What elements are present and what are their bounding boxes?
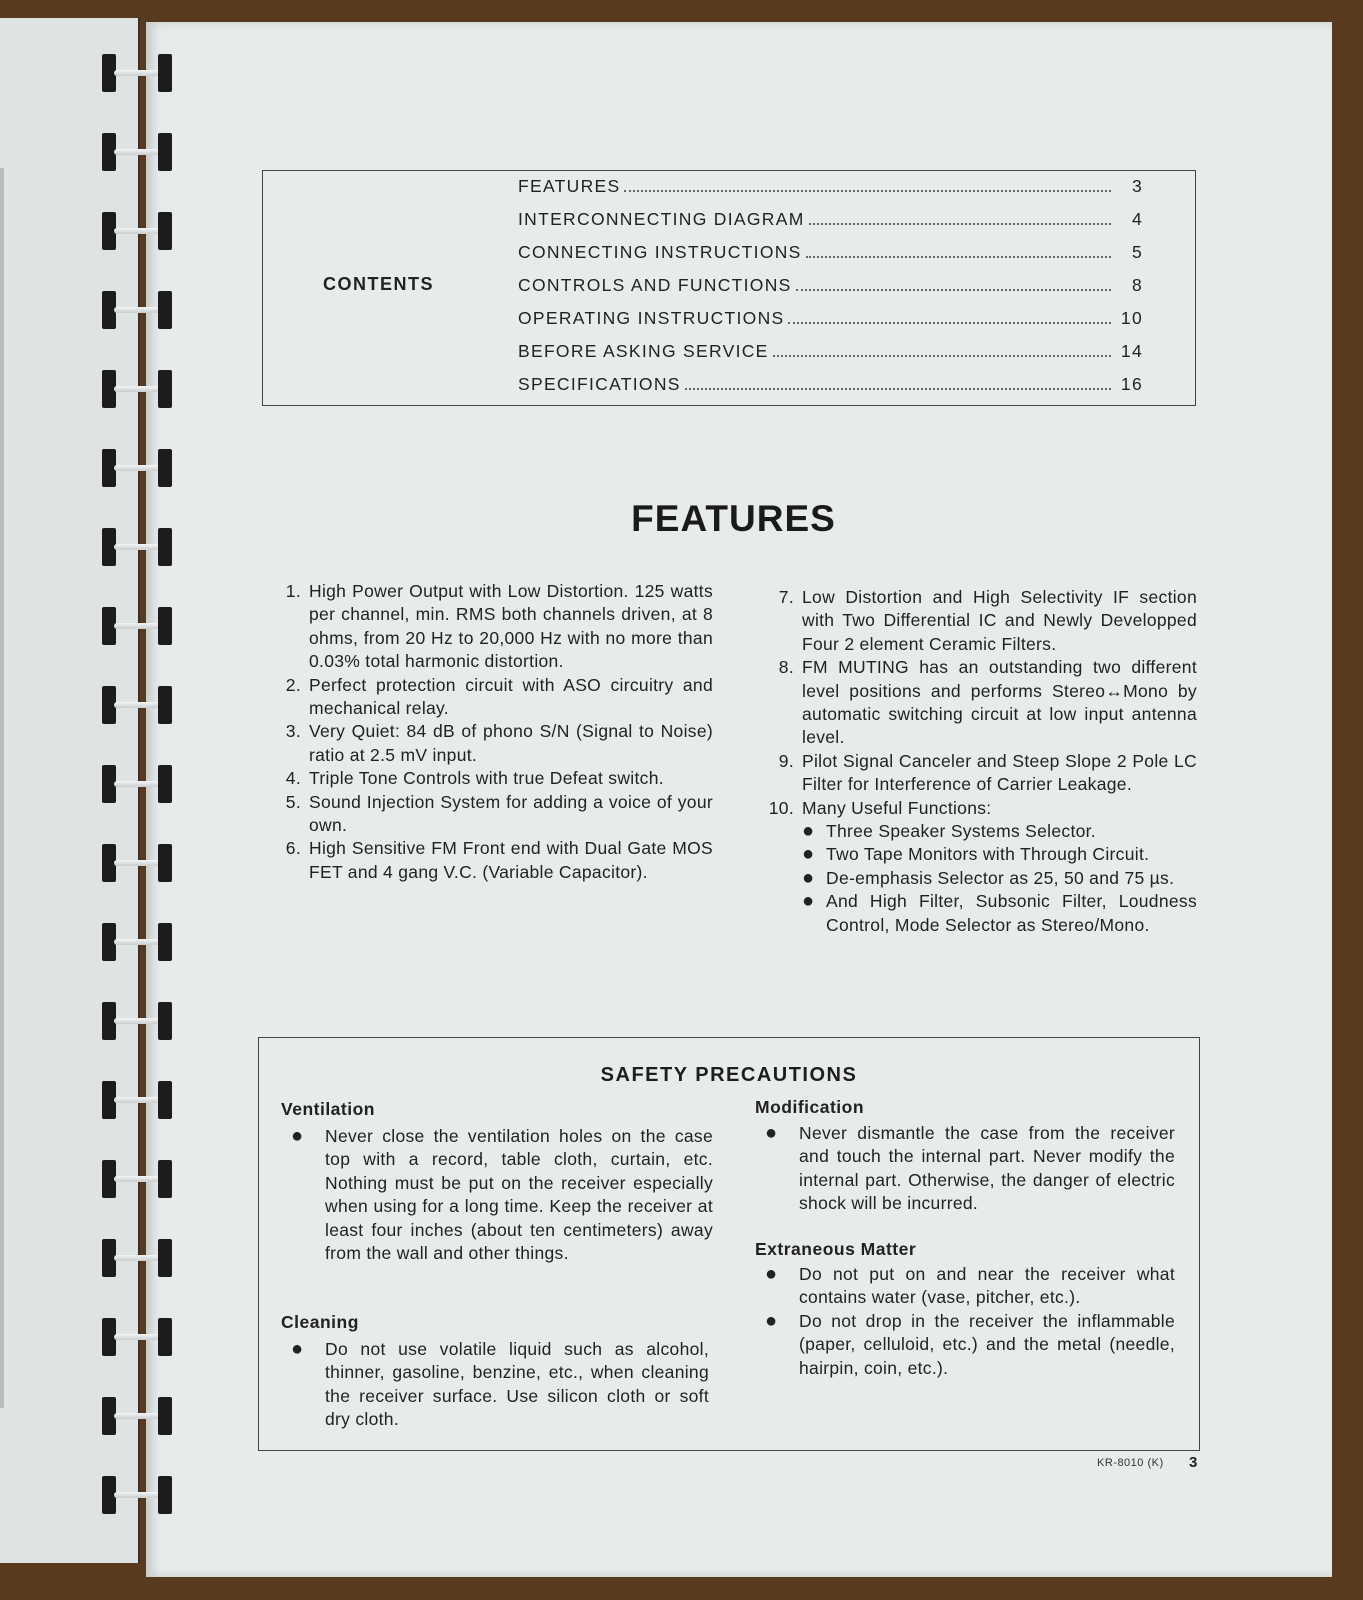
extraneous-text: Do not put on and near the receiver what contains water (vase, pitcher, etc.). bbox=[799, 1264, 1175, 1308]
feature-item bbox=[757, 656, 1197, 750]
feature-number: 7. bbox=[778, 587, 794, 607]
bullet-icon: ● bbox=[802, 866, 815, 889]
feature-item bbox=[757, 797, 1197, 820]
page-number: 3 bbox=[1189, 1454, 1198, 1471]
extraneous-item bbox=[755, 1263, 1175, 1310]
feature-text: High Power Output with Low Distortion. 125 watts per channel, min. RMS both channels driven, at 8 ohms, from 20 Hz to 20,000 Hz with no more than 0.03% total harmonic distortion. bbox=[309, 581, 713, 672]
cleaning-text: Do not use volatile liquid such as alcohol, thinner, gasoline, benzine, etc., when cleaning the receiver surface. Use silicon cloth or soft dry cloth. bbox=[325, 1339, 709, 1430]
binding-ring bbox=[96, 1156, 186, 1202]
feature-item bbox=[276, 767, 713, 790]
contents-label: CONTENTS bbox=[323, 274, 434, 294]
toc-entry bbox=[518, 305, 1143, 329]
features-list-left bbox=[276, 580, 713, 884]
binding-ring bbox=[96, 919, 186, 965]
toc-page: 4 bbox=[1131, 209, 1143, 229]
binding-ring bbox=[96, 998, 186, 1044]
feature-number: 8. bbox=[778, 657, 794, 678]
toc-leader bbox=[773, 354, 1111, 357]
toc-title: FEATURES bbox=[518, 176, 621, 196]
toc-title: INTERCONNECTING DIAGRAM bbox=[518, 209, 805, 229]
modification-text: Never dismantle the case from the receiver and touch the internal part. Never modify the internal part. Otherwise, the danger of electric shock will be incurred. bbox=[799, 1123, 1175, 1214]
toc-entry bbox=[518, 338, 1143, 362]
toc-leader bbox=[806, 255, 1111, 258]
binding-ring bbox=[96, 50, 186, 96]
feature-number: 1. bbox=[285, 581, 301, 601]
bullet-icon: ● bbox=[802, 890, 815, 913]
toc-page: 14 bbox=[1120, 341, 1143, 361]
feature-text: FM MUTING has an outstanding two different level positions and performs Stereo↔Mono by automatic switching circuit at low input antenna level. bbox=[802, 657, 1197, 748]
toc-page: 3 bbox=[1131, 176, 1143, 196]
feature-number: 5. bbox=[285, 791, 301, 812]
function-item bbox=[802, 867, 1197, 890]
function-item bbox=[802, 843, 1197, 866]
feature-number: 9. bbox=[778, 750, 794, 771]
bullet-icon: ● bbox=[802, 843, 815, 866]
function-text: Two Tape Monitors with Through Circuit. bbox=[826, 844, 1150, 865]
modification-heading: Modification bbox=[755, 1097, 865, 1117]
binding-ring bbox=[96, 840, 186, 886]
cleaning-heading: Cleaning bbox=[281, 1312, 359, 1332]
safety-precautions-box bbox=[258, 1037, 1200, 1451]
binding-ring bbox=[96, 761, 186, 807]
feature-number: 10. bbox=[768, 797, 794, 818]
feature-text: Pilot Signal Canceler and Steep Slope 2 Pole LC Filter for Interference of Carrier Leakage. bbox=[802, 750, 1197, 795]
feature-text: Low Distortion and High Selectivity IF section with Two Differential IC and Newly Developped Four 2 element Ceramic Filters. bbox=[802, 587, 1197, 654]
extraneous-text: Do not drop in the receiver the inflammable (paper, celluloid, etc.) and the metal (needle, hairpin, coin, etc.). bbox=[799, 1311, 1175, 1378]
binding-ring bbox=[96, 445, 186, 491]
feature-text: Very Quiet: 84 dB of phono S/N (Signal to Noise) ratio at 2.5 mV input. bbox=[309, 721, 713, 765]
binding-ring bbox=[96, 1314, 186, 1360]
feature-item bbox=[276, 837, 713, 884]
ventilation-heading: Ventilation bbox=[281, 1099, 375, 1119]
bullet-icon: ● bbox=[291, 1125, 304, 1147]
ventilation-item bbox=[281, 1125, 713, 1265]
toc-title: CONTROLS AND FUNCTIONS bbox=[518, 275, 792, 295]
toc-page: 16 bbox=[1120, 374, 1143, 394]
toc-page: 5 bbox=[1131, 242, 1143, 262]
toc-leader bbox=[809, 222, 1111, 225]
bullet-icon: ● bbox=[802, 820, 815, 843]
binding-ring bbox=[96, 208, 186, 254]
toc-leader bbox=[624, 189, 1111, 192]
toc-page: 10 bbox=[1120, 308, 1143, 328]
toc-entry bbox=[518, 206, 1143, 230]
contents-box bbox=[262, 170, 1196, 406]
binding-ring bbox=[96, 366, 186, 412]
bullet-icon: ● bbox=[765, 1310, 778, 1332]
features-list-right bbox=[757, 586, 1197, 937]
toc-title: CONNECTING INSTRUCTIONS bbox=[518, 242, 802, 262]
feature-item bbox=[276, 580, 713, 674]
feature-text: Perfect protection circuit with ASO circuitry and mechanical relay. bbox=[309, 674, 713, 719]
feature-item bbox=[276, 674, 713, 721]
toc-entry bbox=[518, 173, 1143, 197]
feature-item bbox=[757, 750, 1197, 797]
feature-text: Triple Tone Controls with true Defeat switch. bbox=[309, 768, 664, 789]
function-text: And High Filter, Subsonic Filter, Loudness Control, Mode Selector as Stereo/Mono. bbox=[826, 891, 1197, 935]
feature-text: Many Useful Functions: bbox=[802, 797, 992, 818]
function-text: Three Speaker Systems Selector. bbox=[826, 821, 1096, 842]
feature-number: 6. bbox=[285, 838, 301, 859]
toc-title: BEFORE ASKING SERVICE bbox=[518, 341, 769, 361]
binding-ring bbox=[96, 682, 186, 728]
feature-text: High Sensitive FM Front end with Dual Gate MOS FET and 4 gang V.C. (Variable Capacitor). bbox=[309, 838, 713, 882]
toc-entry bbox=[518, 371, 1143, 395]
safety-title: SAFETY PRECAUTIONS bbox=[600, 1064, 858, 1086]
feature-item bbox=[276, 720, 713, 767]
binding-ring bbox=[96, 1077, 186, 1123]
cleaning-item bbox=[281, 1338, 709, 1432]
left-page-edge bbox=[0, 168, 4, 1408]
toc-page: 8 bbox=[1131, 275, 1143, 295]
toc-leader bbox=[685, 387, 1111, 390]
bullet-icon: ● bbox=[765, 1263, 778, 1285]
binding-ring bbox=[96, 129, 186, 175]
bullet-icon: ● bbox=[765, 1122, 778, 1144]
feature-number: 3. bbox=[285, 721, 301, 742]
toc-title: SPECIFICATIONS bbox=[518, 374, 681, 394]
feature-item bbox=[757, 586, 1197, 656]
function-item bbox=[802, 890, 1197, 937]
binding-ring bbox=[96, 603, 186, 649]
toc-entry bbox=[518, 272, 1143, 296]
binding-ring bbox=[96, 1472, 186, 1518]
feature-number: 4. bbox=[285, 768, 301, 789]
function-text: De-emphasis Selector as 25, 50 and 75 µs. bbox=[826, 867, 1175, 888]
extraneous-matter-heading: Extraneous Matter bbox=[755, 1239, 917, 1259]
toc-leader bbox=[796, 288, 1111, 291]
binding-ring bbox=[96, 287, 186, 333]
feature-item bbox=[276, 791, 713, 838]
feature-text: Sound Injection System for adding a voice of your own. bbox=[309, 791, 713, 836]
spiral-binding bbox=[96, 50, 186, 1520]
toc-leader bbox=[788, 321, 1111, 324]
binding-ring bbox=[96, 1235, 186, 1281]
modification-item bbox=[755, 1122, 1175, 1216]
model-code: KR-8010 (K) bbox=[1097, 1457, 1164, 1469]
features-heading: FEATURES bbox=[631, 498, 836, 539]
function-item bbox=[802, 820, 1197, 843]
feature-number: 2. bbox=[285, 674, 301, 695]
toc-title: OPERATING INSTRUCTIONS bbox=[518, 308, 785, 328]
bullet-icon: ● bbox=[291, 1338, 304, 1360]
ventilation-text: Never close the ventilation holes on the case top with a record, table cloth, curtain, etc. Nothing must be put on the receiver especially when using for a long time. Keep the receiver at least four inches (about ten centimeters) away from the wall and other things. bbox=[325, 1126, 713, 1264]
extraneous-item bbox=[755, 1310, 1175, 1380]
toc-entry bbox=[518, 239, 1143, 263]
binding-ring bbox=[96, 1393, 186, 1439]
